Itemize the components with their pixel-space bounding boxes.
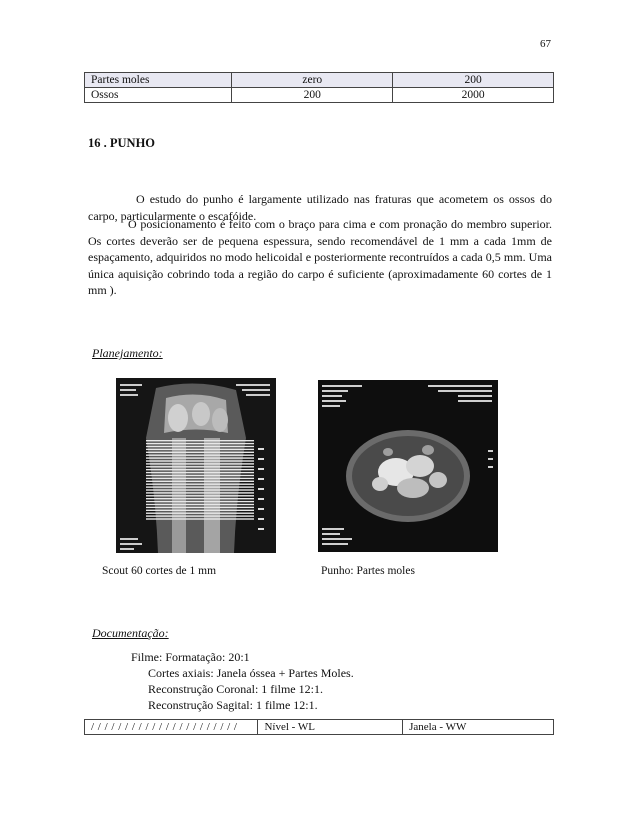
slice-line <box>146 484 254 485</box>
figure-caption-axial: Punho: Partes moles <box>321 565 415 577</box>
table-cell: Nível - WL <box>258 720 403 735</box>
slice-line <box>146 460 254 461</box>
doc-line-axial: Cortes axiais: Janela óssea + Partes Moles. <box>148 666 354 680</box>
slice-line <box>146 513 254 514</box>
table-cell: Ossos <box>85 88 232 103</box>
paragraph-intro: O estudo do punho é largamente utilizado nas fraturas que acometem os ossos do carpo, particularmente o escafóide. <box>88 192 552 223</box>
documentacao-label: Documentação: <box>92 626 169 640</box>
table-row <box>85 720 554 735</box>
level-window-table <box>84 719 554 735</box>
section-heading: 16 . PUNHO <box>88 136 156 150</box>
slice-line <box>146 515 254 516</box>
slice-line <box>146 507 254 508</box>
doc-line-sagittal: Reconstrução Sagital: 1 filme 12:1. <box>148 698 318 712</box>
slice-line <box>146 501 254 502</box>
table-row <box>85 88 554 103</box>
slice-line <box>146 457 254 458</box>
axial-ct-graphic <box>318 380 498 552</box>
slice-line <box>146 495 254 496</box>
slice-line <box>146 492 254 493</box>
table-cell: / / / / / / / / / / / / / / / / / / / / / / <box>85 720 258 735</box>
slice-line <box>146 498 254 499</box>
axial-ct-image <box>318 380 498 552</box>
table-cell: Janela - WW <box>403 720 554 735</box>
scout-image <box>116 378 276 553</box>
paragraph-positioning: O posicionamento é feito com o braço para cima e com pronação do membro superior. Os cortes deverão ser de pequena espessura, sendo recomendável de 1 mm a cada 1mm de espaçamento, adquiridos no modo helicoidal e posteriormente recontruídos a cada 0,5 mm. Uma única aquisição cobrindo toda a região do carpo é suficiente (aproximadamente 60 cortes de 1 mm ). <box>88 217 552 297</box>
figure-caption-scout: Scout 60 cortes de 1 mm <box>102 565 217 577</box>
table-row <box>85 73 554 88</box>
slice-line <box>146 486 254 487</box>
slice-line <box>146 518 254 519</box>
slice-line <box>146 443 254 444</box>
planejamento-label: Planejamento: <box>92 346 163 360</box>
scout-image-graphic <box>116 378 276 553</box>
table-cell: zero <box>232 73 393 88</box>
table-cell: 2000 <box>393 88 554 103</box>
doc-line-film: Filme: Formatação: 20:1 <box>131 650 250 664</box>
slice-line <box>146 475 254 476</box>
page-number: 67 <box>540 38 551 50</box>
slice-line <box>146 478 254 479</box>
slice-line <box>146 469 254 470</box>
slice-line <box>146 504 254 505</box>
slice-line <box>146 449 254 450</box>
slice-line <box>146 452 254 453</box>
table-cell: 200 <box>393 73 554 88</box>
slice-line <box>146 466 254 467</box>
slice-line <box>146 489 254 490</box>
slice-line <box>146 463 254 464</box>
slice-line <box>146 455 254 456</box>
slice-line <box>146 510 254 511</box>
doc-line-coronal: Reconstrução Coronal: 1 filme 12:1. <box>148 682 323 696</box>
window-settings-table <box>84 72 554 103</box>
slice-line <box>146 440 254 441</box>
table-cell: Partes moles <box>85 73 232 88</box>
slice-line <box>146 446 254 447</box>
table-cell: 200 <box>232 88 393 103</box>
slice-line <box>146 472 254 473</box>
slice-line <box>146 481 254 482</box>
